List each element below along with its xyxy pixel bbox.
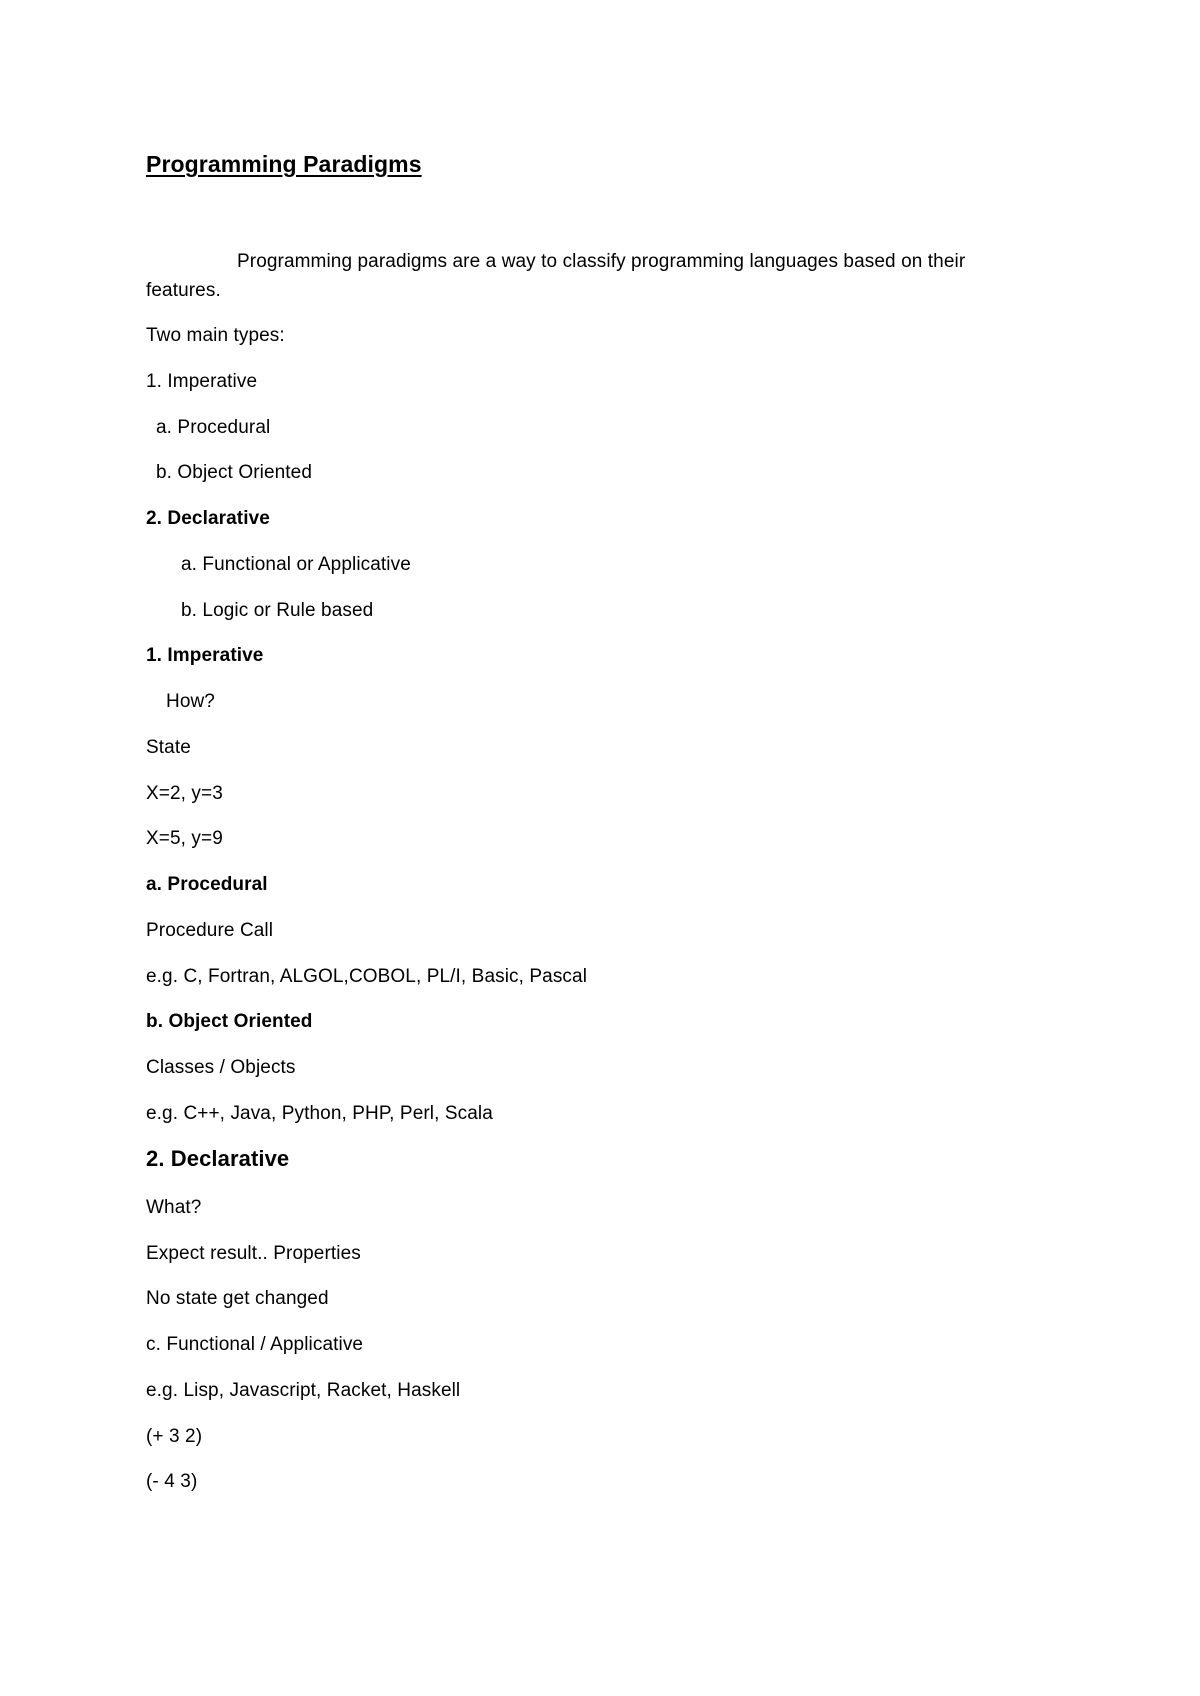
- imperative-heading: 1. Imperative: [146, 645, 264, 666]
- oo-description: Classes / Objects: [146, 1057, 296, 1078]
- functional-examples: e.g. Lisp, Javascript, Racket, Haskell: [146, 1380, 461, 1401]
- declarative-what: What?: [146, 1197, 202, 1218]
- imperative-state-example-2: X=5, y=9: [146, 828, 223, 849]
- outline-imperative: 1. Imperative: [146, 371, 258, 392]
- imperative-how: How?: [166, 691, 215, 712]
- functional-expression-2: (- 4 3): [146, 1471, 198, 1492]
- two-main-types-label: Two main types:: [146, 325, 285, 346]
- procedural-description: Procedure Call: [146, 920, 274, 941]
- outline-functional: a. Functional or Applicative: [181, 554, 411, 575]
- outline-object-oriented: b. Object Oriented: [156, 462, 312, 483]
- intro-line-1: Programming paradigms are a way to classify programming languages based on their: [237, 251, 966, 272]
- imperative-state: State: [146, 737, 191, 758]
- functional-expression-1: (+ 3 2): [146, 1426, 203, 1447]
- outline-declarative: 2. Declarative: [146, 508, 270, 529]
- procedural-heading: a. Procedural: [146, 874, 268, 895]
- declarative-heading: 2. Declarative: [146, 1146, 290, 1171]
- oo-heading: b. Object Oriented: [146, 1011, 313, 1032]
- declarative-expect: Expect result.. Properties: [146, 1243, 361, 1264]
- functional-heading: c. Functional / Applicative: [146, 1334, 364, 1355]
- imperative-state-example-1: X=2, y=3: [146, 783, 223, 804]
- intro-line-2: features.: [146, 280, 221, 301]
- outline-logic: b. Logic or Rule based: [181, 600, 374, 621]
- oo-examples: e.g. C++, Java, Python, PHP, Perl, Scala: [146, 1103, 493, 1124]
- declarative-no-state: No state get changed: [146, 1288, 329, 1309]
- outline-procedural: a. Procedural: [156, 417, 271, 438]
- document-title: Programming Paradigms: [146, 151, 422, 177]
- procedural-examples: e.g. C, Fortran, ALGOL,COBOL, PL/I, Basic, Pascal: [146, 966, 588, 987]
